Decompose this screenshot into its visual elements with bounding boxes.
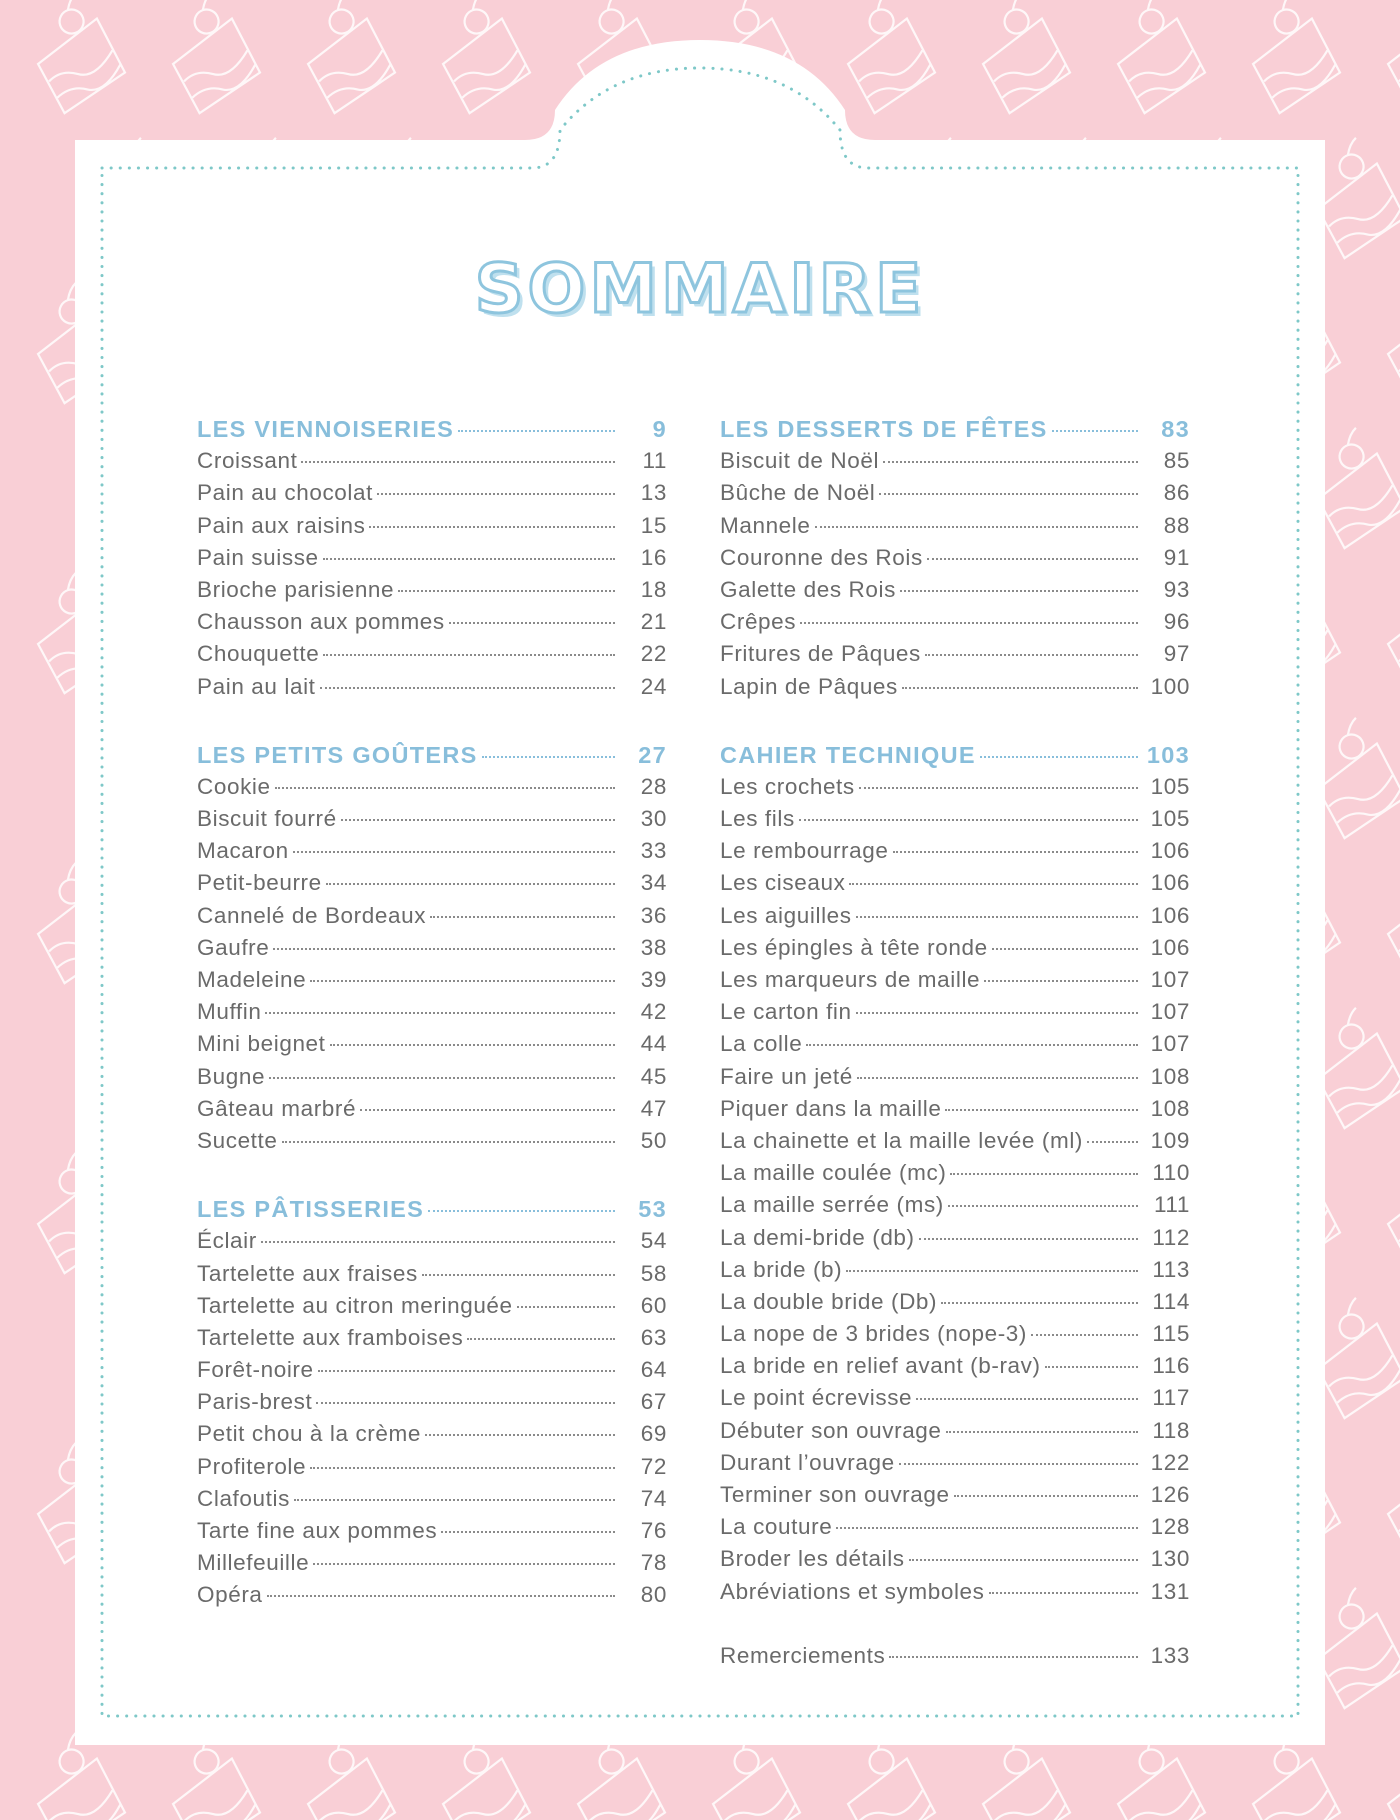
toc-entry-label: Les aiguilles [720,902,852,928]
dot-leader [856,1012,1138,1014]
toc-entry-page-number: 96 [1163,609,1190,635]
dot-leader [313,1563,615,1565]
toc-entry [720,903,1190,935]
toc-entry-label: Faire un jeté [720,1063,853,1089]
dot-leader [925,654,1138,656]
toc-entry-page-number: 118 [1152,1417,1190,1443]
toc-entry-page-number: 16 [640,544,667,570]
toc-entry-label: Croissant [197,448,298,474]
toc-entry-page-number: 28 [640,773,667,799]
section-heading [197,742,667,774]
dot-leader [441,1531,615,1533]
dot-leader [425,1434,615,1436]
toc-entry-label: Les épingles à tête ronde [720,934,988,960]
toc-entry-label: Cookie [197,773,271,799]
dot-leader [945,1109,1138,1111]
toc-entry-page-number: 33 [640,838,667,864]
toc-entry [720,1579,1190,1611]
toc-entry-page-number: 116 [1152,1353,1190,1379]
toc-entry [720,1418,1190,1450]
toc-entry [197,1486,667,1518]
toc-entry [720,513,1190,545]
toc-entry-label: Abréviations et symboles [720,1578,985,1604]
toc-entry-label: La bride en relief avant (b-rav) [720,1353,1041,1379]
section-heading [720,416,1190,448]
toc-entry [197,641,667,673]
toc-entry [197,674,667,706]
toc-entry [197,448,667,480]
dot-leader [902,687,1138,689]
toc-entry-label: Biscuit fourré [197,806,337,832]
toc-entry-label: Pain suisse [197,544,319,570]
toc-entry [197,1228,667,1260]
toc-entry-label: Mini beignet [197,1031,326,1057]
dot-leader [275,787,615,789]
dot-leader [267,1595,615,1597]
toc-entry [720,480,1190,512]
toc-section [720,742,1190,1611]
toc-entry-page-number: 114 [1152,1288,1190,1314]
toc-entry [720,1289,1190,1321]
toc-entry [720,1225,1190,1257]
toc-entry-label: Cannelé de Bordeaux [197,902,427,928]
toc-entry [720,1096,1190,1128]
toc-entry-label: Tartelette au citron meringuée [197,1292,513,1318]
toc-entry [197,513,667,545]
toc-entry-label: Le carton fin [720,999,852,1025]
toc-entry-label: Mannele [720,512,811,538]
toc-entry-page-number: 107 [1150,999,1190,1025]
toc-entry-label: Profiterole [197,1453,307,1479]
toc-entry [720,545,1190,577]
toc-entry-page-number: 107 [1150,1031,1190,1057]
toc-entry-label: La couture [720,1514,833,1540]
toc-entry-label: Madeleine [197,967,307,992]
toc-entry [720,609,1190,641]
dot-leader [950,1173,1138,1175]
toc-entry-label: Piquer dans la maille [720,1095,942,1121]
toc-entry-page-number: 88 [1163,512,1190,538]
dot-leader [360,1109,615,1111]
dot-leader [900,590,1138,592]
toc-entry [197,1389,667,1421]
toc-entry [720,838,1190,870]
section-heading-page-number: 27 [638,741,667,768]
dot-leader [1031,1334,1138,1336]
toc-entry-remerciements [720,1643,1190,1675]
dot-leader [310,1467,615,1469]
toc-entry [197,903,667,935]
dot-leader [430,916,615,918]
toc-entry-label: Fritures de Pâques [720,641,921,667]
toc-entry [720,1321,1190,1353]
toc-entry-page-number: 107 [1150,967,1190,992]
toc-entry-page-number: 122 [1150,1449,1190,1475]
toc-entry-page-number: 97 [1163,641,1190,667]
toc-entry [720,641,1190,673]
dot-leader [916,1398,1138,1400]
dot-leader [261,1241,615,1243]
toc-entry-page-number: 117 [1152,1385,1190,1411]
toc-entry-page-number: 111 [1153,1192,1190,1218]
toc-entry [720,1482,1190,1514]
toc-entry [197,1454,667,1486]
dot-leader [294,1499,615,1501]
toc-entry-page-number: 130 [1150,1546,1190,1572]
toc-entry-remerciements-page-number: 133 [1150,1642,1190,1668]
toc-entry [197,1128,667,1160]
toc-entry [720,935,1190,967]
page-title: SOMMAIRE [474,250,926,329]
dot-leader [517,1306,615,1308]
toc-entry-label: Muffin [197,999,262,1025]
dot-leader [946,1431,1138,1433]
toc-entry-page-number: 108 [1150,1063,1190,1089]
toc-entry-page-number: 44 [640,1031,667,1057]
toc-left-column [197,416,667,1651]
toc-entry [197,999,667,1031]
toc-entry [197,774,667,806]
dot-leader [992,948,1138,950]
toc-entry-label: La demi-bride (db) [720,1224,915,1250]
dot-leader [849,883,1138,885]
toc-entry-label: Bugne [197,1063,266,1089]
dot-leader [323,558,615,560]
toc-entry [197,838,667,870]
toc-entry-label: Chouquette [197,641,320,667]
toc-entry-remerciements-label: Remerciements [720,1642,886,1668]
toc-entry [197,806,667,838]
toc-entry-page-number: 69 [640,1421,667,1447]
dot-leader [428,1210,615,1212]
dot-leader [282,1141,616,1143]
toc-entry-label: Paris-brest [197,1389,313,1415]
toc-entry-page-number: 74 [640,1485,667,1511]
toc-entry-label: Les ciseaux [720,870,846,896]
toc-entry-page-number: 45 [640,1063,667,1089]
toc-entry [197,1031,667,1063]
toc-entry-page-number: 34 [640,870,667,896]
dot-leader [893,851,1139,853]
toc-entry-label: Gâteau marbré [197,1095,357,1121]
toc-entry-page-number: 58 [640,1260,667,1286]
toc-entry-page-number: 112 [1152,1224,1190,1250]
toc-entry-page-number: 85 [1163,448,1190,474]
dot-leader [482,756,615,758]
toc-entry-label: Terminer son ouvrage [720,1482,950,1507]
toc-entry-page-number: 72 [640,1453,667,1479]
dot-leader [836,1527,1138,1529]
toc-section [197,416,667,706]
toc-entry-page-number: 38 [640,934,667,960]
dot-leader [326,883,615,885]
dot-leader [377,493,615,495]
toc-entry-label: Lapin de Pâques [720,673,898,699]
section-heading [197,416,667,448]
dot-leader [320,687,615,689]
toc-entry-label: La colle [720,1031,803,1057]
dot-leader [318,1370,615,1372]
dot-leader [948,1205,1138,1207]
dot-leader [899,1463,1138,1465]
toc-entry-label: Débuter son ouvrage [720,1417,942,1443]
toc-entry [720,1257,1190,1289]
dot-leader [269,1077,615,1079]
toc-entry-label: Les fils [720,806,795,832]
dot-leader [273,948,615,950]
toc-entry-label: Forêt-noire [197,1357,314,1383]
toc-entry [720,1064,1190,1096]
toc-entry-label: Durant l’ouvrage [720,1449,895,1475]
toc-entry [720,1128,1190,1160]
toc-entry-page-number: 64 [640,1357,667,1383]
toc-entry [720,806,1190,838]
toc-entry-label: Pain au chocolat [197,480,373,506]
dot-leader [369,526,615,528]
toc-entry [720,1160,1190,1192]
toc-entry-label: Tarte fine aux pommes [197,1518,438,1543]
dot-leader [954,1495,1138,1497]
dot-leader [323,654,615,656]
toc-entry [720,999,1190,1031]
toc-entry-label: Millefeuille [197,1550,310,1576]
toc-entry [720,967,1190,999]
toc-entry [720,1546,1190,1578]
toc-entry-label: Galette des Rois [720,576,896,602]
section-heading-label: CAHIER TECHNIQUE [720,741,976,768]
section-heading-label: LES VIENNOISERIES [197,416,455,442]
toc-entry-page-number: 100 [1150,673,1190,699]
dot-leader [330,1044,615,1046]
toc-entry-label: Les marqueurs de maille [720,967,981,992]
toc-entry-page-number: 109 [1150,1127,1190,1153]
dot-leader [919,1238,1138,1240]
toc-entry [197,1550,667,1582]
dot-leader [398,590,615,592]
toc-entry [720,1353,1190,1385]
toc-entry-label: Le rembourrage [720,838,889,864]
toc-entry-label: La nope de 3 brides (nope-3) [720,1321,1028,1347]
toc-entry-page-number: 108 [1150,1095,1190,1121]
dot-leader [989,1592,1138,1594]
toc-entry [197,1357,667,1389]
toc-entry-page-number: 15 [640,512,667,538]
toc-entry [197,1421,667,1453]
dot-leader [883,461,1138,463]
toc-entry-page-number: 18 [640,576,667,602]
toc-entry [197,480,667,512]
section-heading-label: LES PETITS GOÛTERS [197,741,478,768]
toc-entry-label: Pain au lait [197,673,316,699]
dot-leader [1087,1141,1138,1143]
toc-entry-page-number: 67 [640,1389,667,1415]
toc-entry [197,935,667,967]
toc-entry [720,674,1190,706]
dot-leader [806,1044,1138,1046]
toc-right-column [720,416,1190,1675]
dot-leader [301,461,615,463]
toc-entry [197,609,667,641]
toc-entry [197,967,667,999]
toc-entry-page-number: 128 [1150,1514,1190,1540]
dot-leader [467,1338,615,1340]
toc-entry-label: Les crochets [720,773,855,799]
section-heading-page-number: 53 [638,1196,667,1223]
dot-leader [449,622,615,624]
dot-leader [941,1302,1138,1304]
dot-leader [927,558,1138,560]
toc-section [197,742,667,1160]
toc-entry-page-number: 76 [640,1518,667,1543]
section-heading-page-number: 83 [1161,416,1190,442]
toc-entry [197,1582,667,1614]
toc-entry-label: La maille serrée (ms) [720,1192,944,1218]
toc-entry-label: Petit chou à la crème [197,1421,421,1447]
toc-entry-page-number: 86 [1163,480,1190,506]
dot-leader [1052,430,1138,432]
toc-entry-label: Tartelette aux framboises [197,1324,464,1350]
toc-entry [197,545,667,577]
section-heading [197,1196,667,1228]
toc-entry [720,774,1190,806]
dot-leader [310,980,615,982]
toc-entry-label: Gaufre [197,934,270,960]
toc-entry-label: Clafoutis [197,1485,290,1511]
toc-entry-page-number: 105 [1150,806,1190,832]
section-heading-label: LES PÂTISSERIES [197,1196,425,1223]
dot-leader [800,622,1138,624]
toc-entry-page-number: 105 [1150,773,1190,799]
toc-entry-page-number: 63 [640,1324,667,1350]
toc-entry-page-number: 30 [640,806,667,832]
dot-leader [1045,1366,1138,1368]
toc-entry-label: La bride (b) [720,1256,843,1282]
toc-entry-page-number: 21 [640,609,667,635]
toc-entry-page-number: 60 [640,1292,667,1318]
toc-entry-page-number: 36 [640,902,667,928]
toc-entry-label: Couronne des Rois [720,544,923,570]
toc-entry-page-number: 106 [1150,934,1190,960]
toc-entry [197,1064,667,1096]
toc-entry-page-number: 131 [1150,1578,1190,1604]
toc-entry [720,1514,1190,1546]
dot-leader [265,1012,615,1014]
dot-leader [879,493,1138,495]
dot-leader [316,1402,615,1404]
dot-leader [859,787,1138,789]
toc-entry-page-number: 113 [1152,1256,1190,1282]
toc-entry-label: Macaron [197,838,289,864]
toc-entry-page-number: 22 [640,641,667,667]
toc-entry-label: Éclair [197,1228,257,1254]
toc-entry-page-number: 80 [640,1582,667,1608]
toc-entry-page-number: 47 [640,1095,667,1121]
toc-entry [197,1518,667,1550]
toc-entry-page-number: 11 [642,448,667,474]
toc-entry [197,1096,667,1128]
dot-leader [889,1656,1138,1658]
toc-entry [197,577,667,609]
toc-entry [720,870,1190,902]
toc-entry [720,1385,1190,1417]
dot-leader [984,980,1138,982]
toc-entry-label: Tartelette aux fraises [197,1260,418,1286]
toc-entry-page-number: 110 [1152,1160,1190,1186]
toc-entry [720,577,1190,609]
toc-entry-label: Chausson aux pommes [197,609,445,635]
toc-section [720,416,1190,706]
toc-entry-label: Pain aux raisins [197,512,366,538]
toc-entry-label: Petit-beurre [197,870,322,896]
toc-entry-label: La chainette et la maille levée (ml) [720,1127,1084,1153]
toc-entry [720,1031,1190,1063]
dot-leader [857,1077,1138,1079]
dot-leader [856,916,1138,918]
toc-entry [720,1450,1190,1482]
toc-entry-page-number: 50 [640,1127,667,1153]
dot-leader [458,430,615,432]
toc-entry-page-number: 13 [640,480,667,506]
section-heading-page-number: 9 [652,416,667,442]
toc-entry-page-number: 39 [640,967,667,992]
toc-section [197,1196,667,1614]
section-heading [720,742,1190,774]
toc-entry-label: Le point écrevisse [720,1385,913,1411]
toc-entry-label: Bûche de Noël [720,480,876,506]
toc-entry-label: La double bride (Db) [720,1288,938,1314]
toc-entry-label: Sucette [197,1127,278,1153]
toc-entry [197,1325,667,1357]
toc-entry [197,1293,667,1325]
toc-entry-label: Broder les détails [720,1546,905,1572]
dot-leader [980,756,1138,758]
toc-entry-page-number: 78 [640,1550,667,1576]
toc-entry-label: La maille coulée (mc) [720,1160,947,1186]
dot-leader [341,819,615,821]
toc-entry-label: Brioche parisienne [197,576,395,602]
section-heading-label: LES DESSERTS DE FÊTES [720,416,1048,442]
toc-entry-page-number: 106 [1150,838,1190,864]
dot-leader [815,526,1138,528]
toc-entry-page-number: 24 [640,673,667,699]
dot-leader [799,819,1138,821]
toc-entry-page-number: 106 [1150,902,1190,928]
dot-leader [422,1274,615,1276]
dot-leader [909,1559,1138,1561]
toc-entry-page-number: 42 [640,999,667,1025]
dot-leader [846,1270,1138,1272]
toc-entry [197,1261,667,1293]
toc-entry [197,870,667,902]
toc-entry-label: Opéra [197,1582,263,1608]
dot-leader [293,851,615,853]
toc-entry [720,448,1190,480]
toc-entry-page-number: 93 [1163,576,1190,602]
toc-entry [720,1192,1190,1224]
toc-entry-page-number: 126 [1150,1482,1190,1507]
toc-entry-label: Crêpes [720,609,797,635]
section-heading-page-number: 103 [1146,741,1190,768]
toc-entry-label: Biscuit de Noël [720,448,880,474]
toc-entry-page-number: 115 [1152,1321,1190,1347]
toc-entry-page-number: 91 [1163,544,1190,570]
toc-entry-page-number: 54 [640,1228,667,1254]
toc-entry-page-number: 106 [1150,870,1190,896]
